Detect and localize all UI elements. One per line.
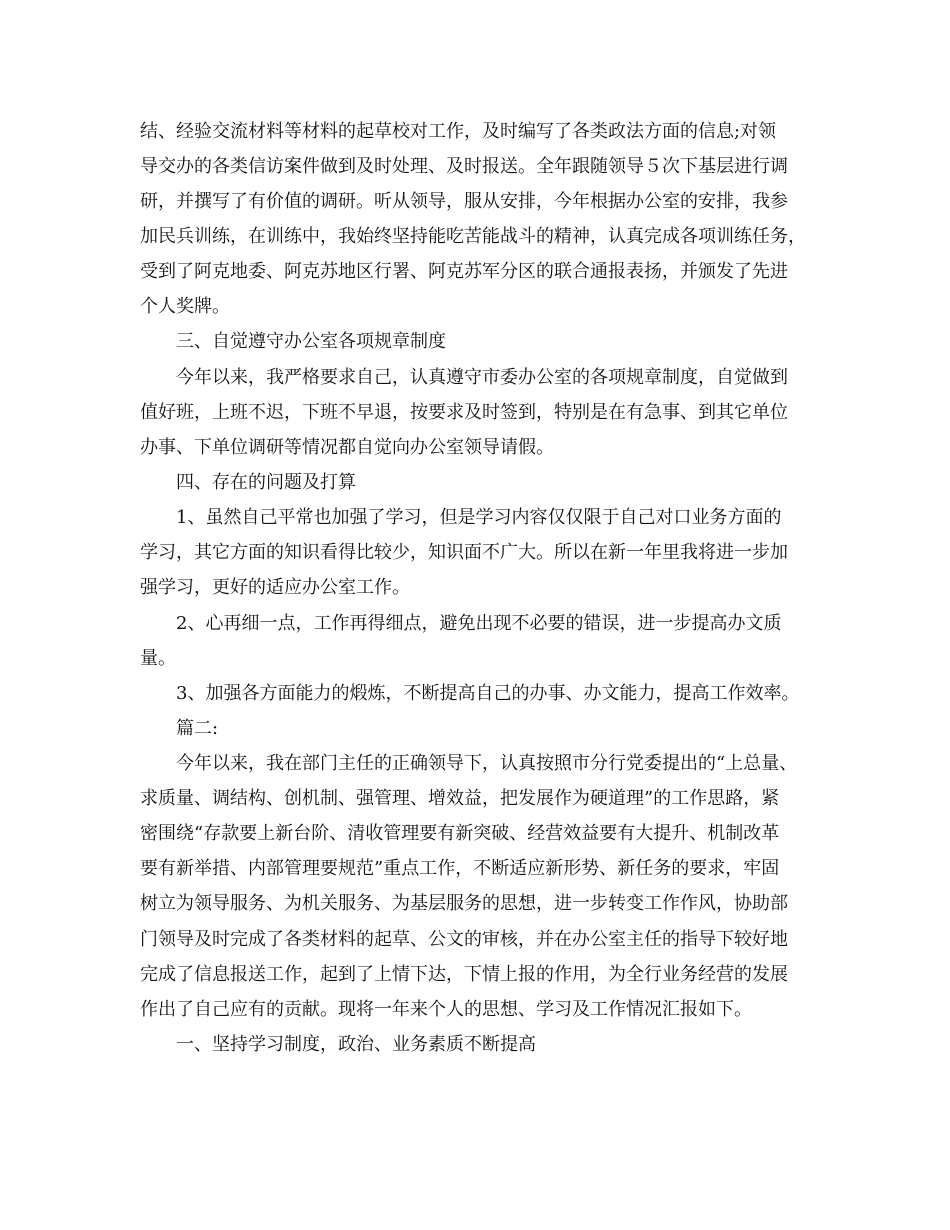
text-line: 量。 [140,648,176,669]
text-line: 办事、下单位调研等情况都自觉向办公室领导请假。 [140,437,554,458]
text-line: 2、心再细一点，工作再得细点，避免出现不必要的错误，进一步提高办文质 [176,613,782,634]
text-line: 导交办的各类信访案件做到及时处理、及时报送。全年跟随领导５次下基层进行调 [140,156,788,177]
text-line: 3、加强各方面能力的煅炼，不断提高自己的办事、办文能力，提高工作效率。 [176,683,800,704]
section-heading: 一、坚持学习制度，政治、业务素质不断提高 [176,1034,536,1055]
text-line: 个人奖牌。 [140,296,230,317]
text-line: 受到了阿克地委、阿克苏地区行署、阿克苏军分区的联合通报表扬，并颁发了先进 [140,261,788,282]
text-line: 完成了信息报送工作，起到了上情下达，下情上报的作用，为全行业务经营的发展 [140,964,788,985]
text-line: 门领导及时完成了各类材料的起草、公文的审核，并在办公室主任的指导下较好地 [140,929,788,950]
text-line: 加民兵训练，在训练中，我始终坚持能吃苦能战斗的精神，认真完成各项训练任务， [140,226,806,247]
text-line: 今年以来，我严格要求自己，认真遵守市委办公室的各项规章制度，自觉做到 [176,367,788,388]
text-line: 作出了自己应有的贡献。现将一年来个人的思想、学习及工作情况汇报如下。 [140,999,752,1020]
text-line: 1、虽然自己平常也加强了学习，但是学习内容仅仅限于自己对口业务方面的 [176,507,782,528]
text-line: 要有新举措、内部管理要规范”重点工作，不断适应新形势、新任务的要求，牢固 [140,858,780,879]
text-line: 学习，其它方面的知识看得比较少，知识面不广大。所以在新一年里我将进一步加 [140,542,788,563]
text-line: 值好班，上班不迟，下班不早退，按要求及时签到，特别是在有急事、到其它单位 [140,402,788,423]
text-line: 结、经验交流材料等材料的起草校对工作，及时编写了各类政法方面的信息;对领 [140,121,777,142]
text-line: 研，并撰写了有价值的调研。听从领导，服从安排，今年根据办公室的安排，我参 [140,191,788,212]
section-heading: 四、存在的问题及打算 [176,472,356,493]
text-line: 强学习，更好的适应办公室工作。 [140,577,410,598]
text-line: 树立为领导服务、为机关服务、为基层服务的思想，进一步转变工作作风，协助部 [140,893,788,914]
section-heading: 篇二: [176,718,219,739]
text-line: 今年以来，我在部门主任的正确领导下，认真按照市分行党委提出的“上总量、 [176,753,798,774]
section-heading: 三、自觉遵守办公室各项规章制度 [176,331,446,352]
text-line: 求质量、调结构、创机制、强管理、增效益，把发展作为硬道理”的工作思路，紧 [140,788,780,809]
text-line: 密围绕“存款要上新台阶、清收管理要有新突破、经营效益要有大提升、机制改革 [140,823,780,844]
